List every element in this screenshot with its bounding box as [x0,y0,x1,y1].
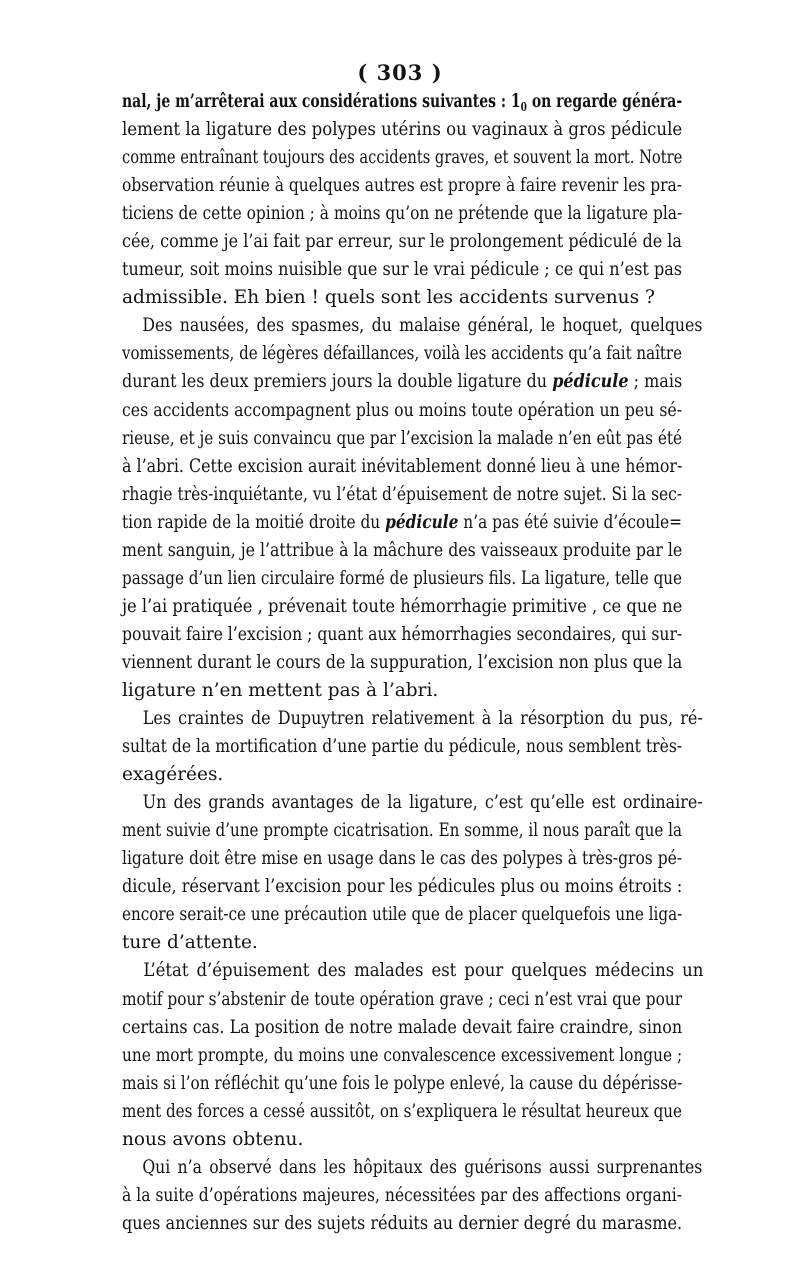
emphasis-text: pédicule [385,511,459,533]
text-line [122,593,682,621]
line-text: ques anciennes sur des sujets réduits au dernier degré du marasme. [122,1212,683,1234]
text-line [122,397,682,425]
text-line [122,621,682,649]
text-line [122,957,703,985]
line-text: tion rapide de la moitié droite du [122,511,386,533]
text-line [122,677,682,705]
text-line [122,172,682,200]
line-text: pouvait faire l’excision ; quant aux hémorrhagies secondaires, qui sur- [122,623,683,645]
text-line [122,200,682,228]
line-text: mais si l’on réfléchit qu’une fois le polype enlevé, la cause du dépérisse- [122,1072,683,1094]
text-line [122,453,682,481]
text-line [122,228,682,256]
text-line [122,1014,682,1042]
line-text: à l’abri. Cette excision aurait inévitablement donné lieu à une hémor- [122,455,683,477]
line-text: je l’ai pratiquée , prévenait toute hémorrhagie primitive , ce que ne [122,595,683,617]
text-line [122,705,703,733]
line-text: ligature doit être mise en usage dans le cas des polypes à très-gros pé- [122,848,683,870]
line-text: Des nausées, des spasmes, du malaise général, le hoquet, quelques [142,315,703,337]
text-line [122,845,682,873]
text-line [122,537,682,565]
line-text: ligature n’en mettent pas à l’abri. [122,679,439,701]
line-text: L’état d’épuisement des malades est pour quelques médecins un [143,960,704,982]
line-text: ment sanguin, je l’attribue à la mâchure des vaisseaux produite par le [122,539,683,561]
text-line [122,144,682,172]
line-text: sultat de la mortification d’une partie du pédicule, nous semblent très- [122,736,683,758]
line-text: cée, comme je l’ai fait par erreur, sur le prolongement pédiculé de la [122,231,682,253]
line-text: observation réunie à quelques autres est propre à faire revenir les pra- [122,175,683,197]
line-text: Les craintes de Dupuytren relativement à la résorption du pus, ré- [142,708,703,730]
line-text: rhagie très-inquiétante, vu l’état d’épuisement de notre sujet. Si la sec- [122,483,683,505]
text-line [122,1042,682,1070]
text-line [122,1154,702,1182]
text-line [122,733,682,761]
page-number: ( 303 ) [357,60,443,85]
subscript: 0 [520,100,527,114]
text-line [122,481,682,509]
line-text: admissible. Eh bien ! quels sont les accidents survenus ? [122,287,655,309]
line-text: à la suite d’opérations majeures, nécessitées par des affections organi- [122,1184,683,1206]
text-line [122,817,682,845]
line-text: ment des forces a cessé aussitôt, on s’expliquera le résultat heureux que [122,1100,683,1122]
line-text: viennent durant le cours de la suppuration, l’excision non plus que la [122,651,683,673]
line-text-continued: n’a pas été suivie d’écoule= [458,511,683,533]
text-line [122,873,682,901]
line-text: Un des grands avantages de la ligature, c’est qu’elle est ordinaire- [142,792,703,814]
line-text: rieuse, et je suis convaincu que par l’excision la malade n’en eût pas été [122,427,682,449]
line-text: tumeur, soit moins nuisible que sur le vrai pédicule ; ce qui n’est pas [122,259,683,281]
text-line [122,1126,682,1154]
text-line [122,1182,682,1210]
line-text: passage d’un lien circulaire formé de plusieurs fils. La ligature, telle que [122,567,682,589]
text-line [122,116,682,144]
text-line [122,368,682,396]
line-text: ture d’attente. [122,932,258,954]
line-text: ment suivie d’une prompte cicatrisation. En somme, il nous paraît que la [122,820,682,842]
line-text-continued: on regarde généra- [526,91,683,112]
text-line [122,1098,682,1126]
text-line [122,340,682,368]
line-text: nal, je m’arrêterai aux considérations suivantes : 1 [122,91,521,112]
text-line [122,425,682,453]
text-line [122,901,682,929]
line-text: dicule, réservant l’excision pour les pédicules plus ou moins étroits : [122,876,683,898]
text-line [122,789,703,817]
line-text: ticiens de cette opinion ; à moins qu’on ne prétende que la ligature pla- [122,203,683,225]
text-line [122,929,682,957]
text-line [122,761,682,789]
line-text: durant les deux premiers jours la double ligature du [122,371,553,393]
emphasis-text: pédicule [552,371,629,393]
line-text: comme entraînant toujours des accidents graves, et souvent la mort. Notre [122,147,683,169]
text-line [122,284,682,312]
text-line [122,256,682,284]
line-text: une mort prompte, du moins une convalescence excessivement longue ; [122,1044,683,1066]
text-line [122,649,682,677]
line-text: vomissements, de légères défaillances, voilà les accidents qu’a fait naître [122,343,683,365]
text-line [122,1070,682,1098]
text-line [122,986,682,1014]
line-text: lement la ligature des polypes utérins ou vaginaux à gros pédicule [122,119,683,141]
text-line [122,565,682,593]
text-line [122,509,682,537]
text-line [122,88,682,116]
line-text: ces accidents accompagnent plus ou moins toute opération un peu sé- [122,399,683,421]
line-text: exagérées. [122,764,224,786]
line-text-continued: ; mais [628,371,683,393]
body-text [122,88,704,1238]
line-text: encore serait-ce une précaution utile que de placer quelquefois une liga- [122,904,683,926]
line-text: motif pour s’abstenir de toute opération grave ; ceci n’est vrai que pour [122,988,683,1010]
text-line [122,312,702,340]
line-text: nous avons obtenu. [122,1128,304,1150]
text-line [122,1210,682,1238]
line-text: certains cas. La position de notre malade devait faire craindre, sinon [122,1016,683,1038]
line-text: Qui n’a observé dans les hôpitaux des guérisons aussi surprenantes [142,1156,703,1178]
